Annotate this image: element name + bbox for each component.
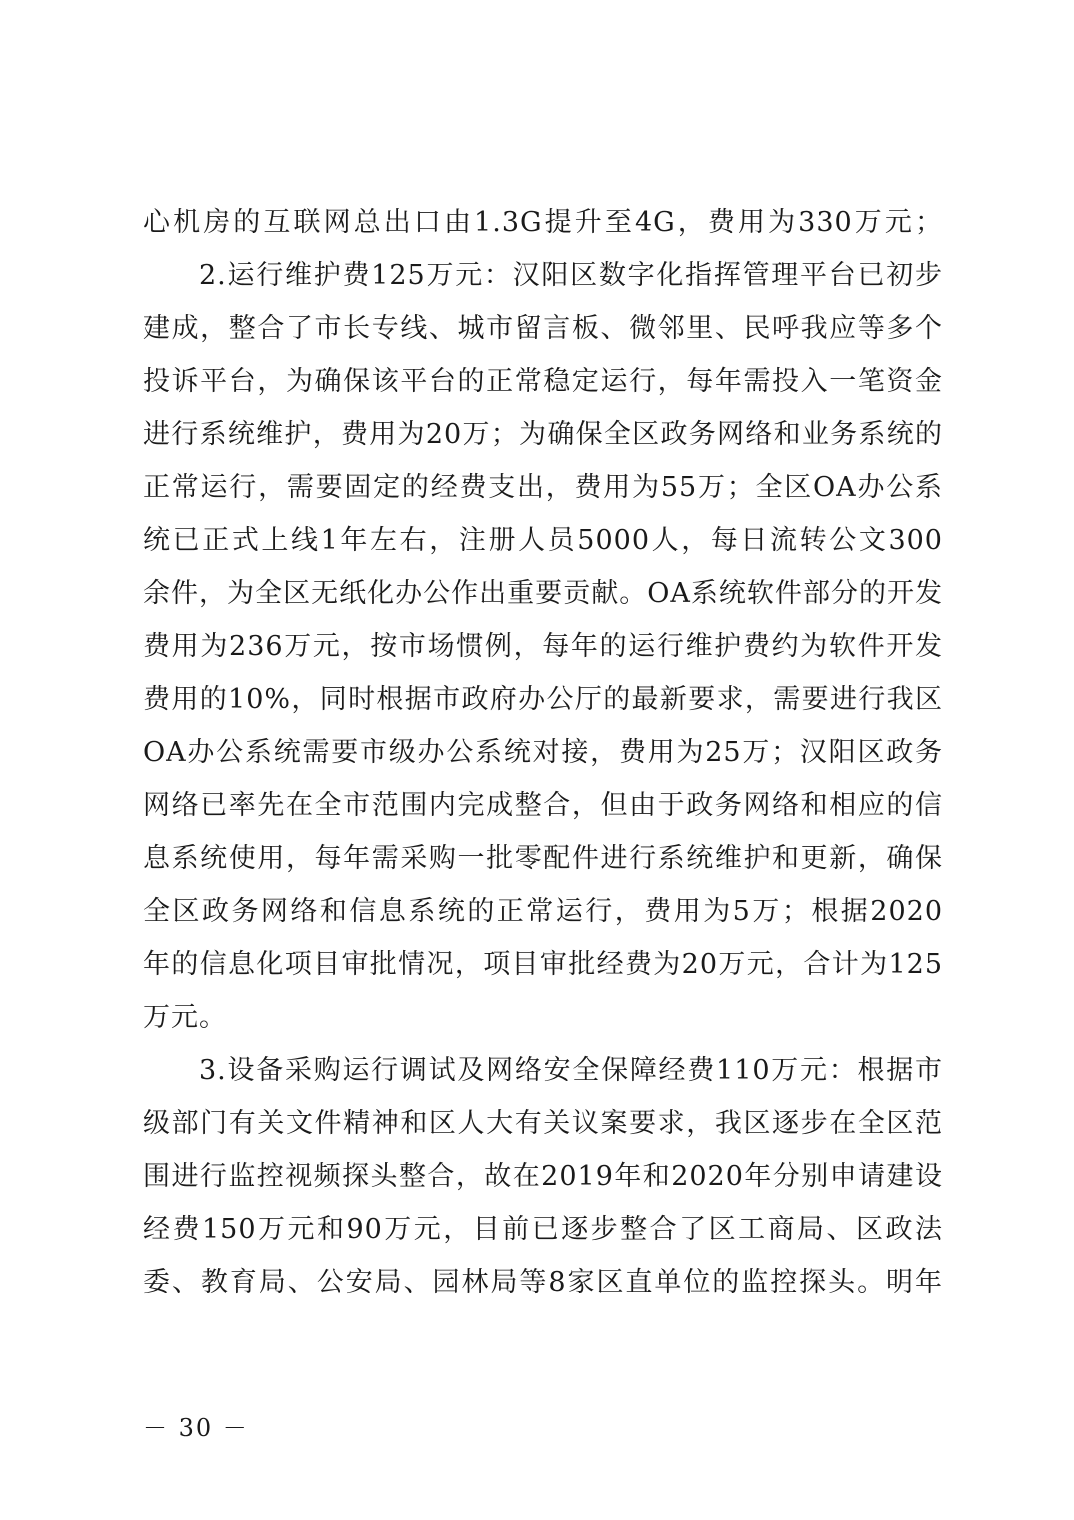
text-line: 围进行监控视频探头整合，故在2019年和2020年分别申请建设 [143, 1161, 943, 1192]
text-line: 网络已率先在全市范围内完成整合，但由于政务网络和相应的信 [143, 790, 943, 821]
document-body [143, 196, 943, 1309]
page-number: － 30 － [143, 1414, 249, 1442]
text-line: 全区政务网络和信息系统的正常运行，费用为5万；根据2020 [143, 896, 943, 927]
text-line: 息系统使用，每年需采购一批零配件进行系统维护和更新，确保 [143, 843, 943, 874]
text-line: 投诉平台，为确保该平台的正常稳定运行，每年需投入一笔资金 [143, 366, 943, 397]
text-line: 3.设备采购运行调试及网络安全保障经费110万元：根据市 [199, 1055, 943, 1086]
text-line: 级部门有关文件精神和区人大有关议案要求，我区逐步在全区范 [143, 1108, 943, 1139]
text-line: 建成，整合了市长专线、城市留言板、微邻里、民呼我应等多个 [143, 313, 943, 344]
text-line: OA办公系统需要市级办公系统对接，费用为25万；汉阳区政务 [143, 737, 943, 768]
text-line: 余件，为全区无纸化办公作出重要贡献。OA系统软件部分的开发 [143, 578, 943, 609]
text-line: 费用为236万元，按市场惯例，每年的运行维护费约为软件开发 [143, 631, 943, 662]
text-line: 2.运行维护费125万元：汉阳区数字化指挥管理平台已初步 [199, 260, 943, 291]
text-line: 正常运行，需要固定的经费支出，费用为55万；全区OA办公系 [143, 472, 943, 503]
text-line: 年的信息化项目审批情况，项目审批经费为20万元，合计为125 [143, 949, 943, 980]
text-line: 心机房的互联网总出口由1.3G提升至4G，费用为330万元； [143, 207, 943, 238]
text-line: 委、教育局、公安局、园林局等8家区直单位的监控探头。明年 [143, 1267, 943, 1298]
text-line: 费用的10%，同时根据市政府办公厅的最新要求，需要进行我区 [143, 684, 943, 715]
text-line: 万元。 [143, 1002, 227, 1033]
text-line: 进行系统维护，费用为20万；为确保全区政务网络和业务系统的 [143, 419, 943, 450]
text-line: 经费150万元和90万元，目前已逐步整合了区工商局、区政法 [143, 1214, 943, 1245]
text-line: 统已正式上线1年左右，注册人员5000人，每日流转公文300 [143, 525, 943, 556]
